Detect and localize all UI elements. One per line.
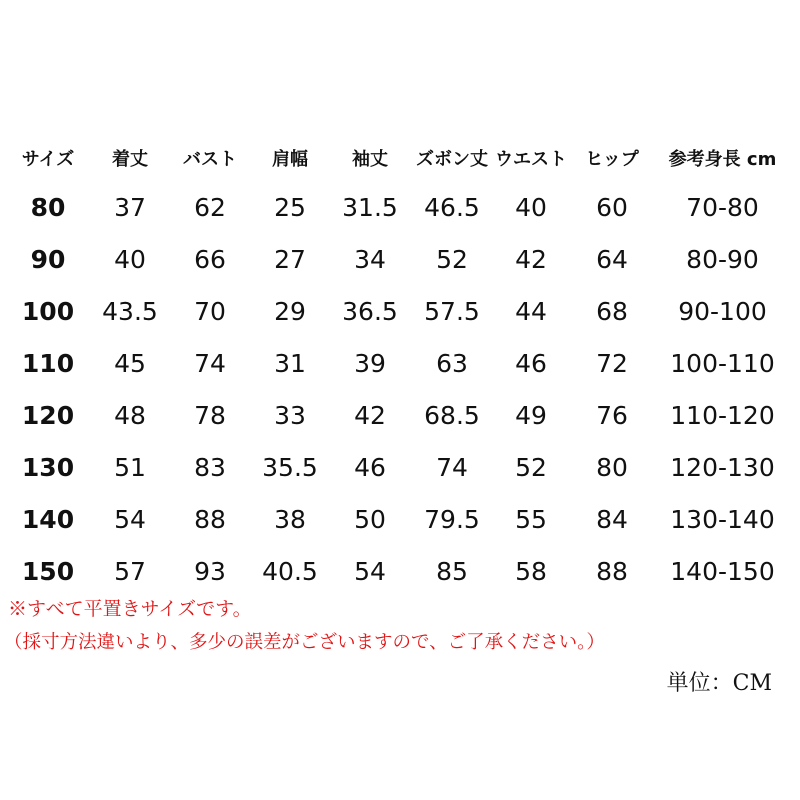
note-flat-measurement: ※すべて平置きサイズです。 [8, 598, 252, 620]
table-row [0, 188, 800, 228]
cell-height: 120-130 [670, 453, 775, 482]
cell-bust: 74 [194, 349, 226, 378]
table-row [0, 396, 800, 436]
cell-height: 70-80 [686, 193, 759, 222]
table-row [0, 448, 800, 488]
cell-sleeve: 50 [354, 505, 386, 534]
cell-shoulder: 40.5 [262, 557, 318, 586]
cell-size: 140 [21, 505, 75, 534]
cell-shoulder: 27 [274, 245, 306, 274]
cell-pants-length: 63 [436, 349, 468, 378]
cell-length: 40 [114, 245, 146, 274]
cell-length: 48 [114, 401, 146, 430]
cell-bust: 93 [194, 557, 226, 586]
cell-sleeve: 46 [354, 453, 386, 482]
cell-waist: 44 [515, 297, 547, 326]
header-hip: ヒップ [585, 149, 639, 170]
cell-hip: 60 [596, 193, 628, 222]
header-height: 参考身長 cm [668, 149, 777, 170]
cell-hip: 64 [596, 245, 628, 274]
cell-bust: 62 [194, 193, 226, 222]
header-waist: ウエスト [495, 149, 567, 170]
cell-pants-length: 46.5 [424, 193, 480, 222]
header-sleeve: 袖丈 [352, 149, 388, 170]
header-shoulder: 肩幅 [272, 149, 308, 170]
cell-pants-length: 79.5 [424, 505, 480, 534]
cell-sleeve: 54 [354, 557, 386, 586]
table-row [0, 292, 800, 332]
header-bust: バスト [183, 149, 237, 170]
cell-pants-length: 74 [436, 453, 468, 482]
cell-shoulder: 25 [274, 193, 306, 222]
cell-hip: 72 [596, 349, 628, 378]
cell-sleeve: 34 [354, 245, 386, 274]
cell-height: 80-90 [686, 245, 759, 274]
cell-sleeve: 39 [354, 349, 386, 378]
cell-shoulder: 29 [274, 297, 306, 326]
cell-height: 140-150 [670, 557, 775, 586]
cell-pants-length: 85 [436, 557, 468, 586]
cell-height: 100-110 [670, 349, 775, 378]
cell-height: 110-120 [670, 401, 775, 430]
cell-hip: 80 [596, 453, 628, 482]
cell-waist: 55 [515, 505, 547, 534]
cell-length: 51 [114, 453, 146, 482]
cell-size: 110 [21, 349, 75, 378]
cell-bust: 66 [194, 245, 226, 274]
cell-hip: 68 [596, 297, 628, 326]
header-length: 着丈 [112, 149, 148, 170]
cell-waist: 52 [515, 453, 547, 482]
cell-size: 150 [21, 557, 75, 586]
cell-size: 130 [21, 453, 75, 482]
cell-shoulder: 33 [274, 401, 306, 430]
cell-hip: 88 [596, 557, 628, 586]
cell-length: 57 [114, 557, 146, 586]
header-size: サイズ [21, 149, 75, 170]
table-row [0, 240, 800, 280]
cell-pants-length: 52 [436, 245, 468, 274]
cell-length: 37 [114, 193, 146, 222]
cell-sleeve: 42 [354, 401, 386, 430]
note-measurement-error: （採寸方法違いより、多少の誤差がございますので、ご了承ください。） [4, 632, 605, 653]
cell-pants-length: 68.5 [424, 401, 480, 430]
cell-length: 54 [114, 505, 146, 534]
cell-bust: 78 [194, 401, 226, 430]
cell-height: 90-100 [678, 297, 767, 326]
cell-size: 90 [30, 245, 66, 274]
table-row [0, 344, 800, 384]
cell-waist: 40 [515, 193, 547, 222]
cell-shoulder: 35.5 [262, 453, 318, 482]
cell-waist: 42 [515, 245, 547, 274]
cell-length: 45 [114, 349, 146, 378]
cell-bust: 83 [194, 453, 226, 482]
cell-height: 130-140 [670, 505, 775, 534]
cell-size: 100 [21, 297, 75, 326]
cell-hip: 76 [596, 401, 628, 430]
table-row [0, 500, 800, 540]
cell-length: 43.5 [102, 297, 158, 326]
cell-sleeve: 36.5 [342, 297, 398, 326]
cell-pants-length: 57.5 [424, 297, 480, 326]
cell-hip: 84 [596, 505, 628, 534]
cell-waist: 58 [515, 557, 547, 586]
cell-size: 80 [30, 193, 66, 222]
cell-size: 120 [21, 401, 75, 430]
cell-shoulder: 38 [274, 505, 306, 534]
cell-bust: 70 [194, 297, 226, 326]
cell-bust: 88 [194, 505, 226, 534]
table-row [0, 552, 800, 592]
unit-label: 単位：CM [666, 671, 772, 696]
cell-waist: 46 [515, 349, 547, 378]
cell-waist: 49 [515, 401, 547, 430]
table-header-row [0, 140, 800, 180]
cell-sleeve: 31.5 [342, 193, 398, 222]
cell-shoulder: 31 [274, 349, 306, 378]
header-pants-length: ズボン丈 [416, 149, 488, 170]
